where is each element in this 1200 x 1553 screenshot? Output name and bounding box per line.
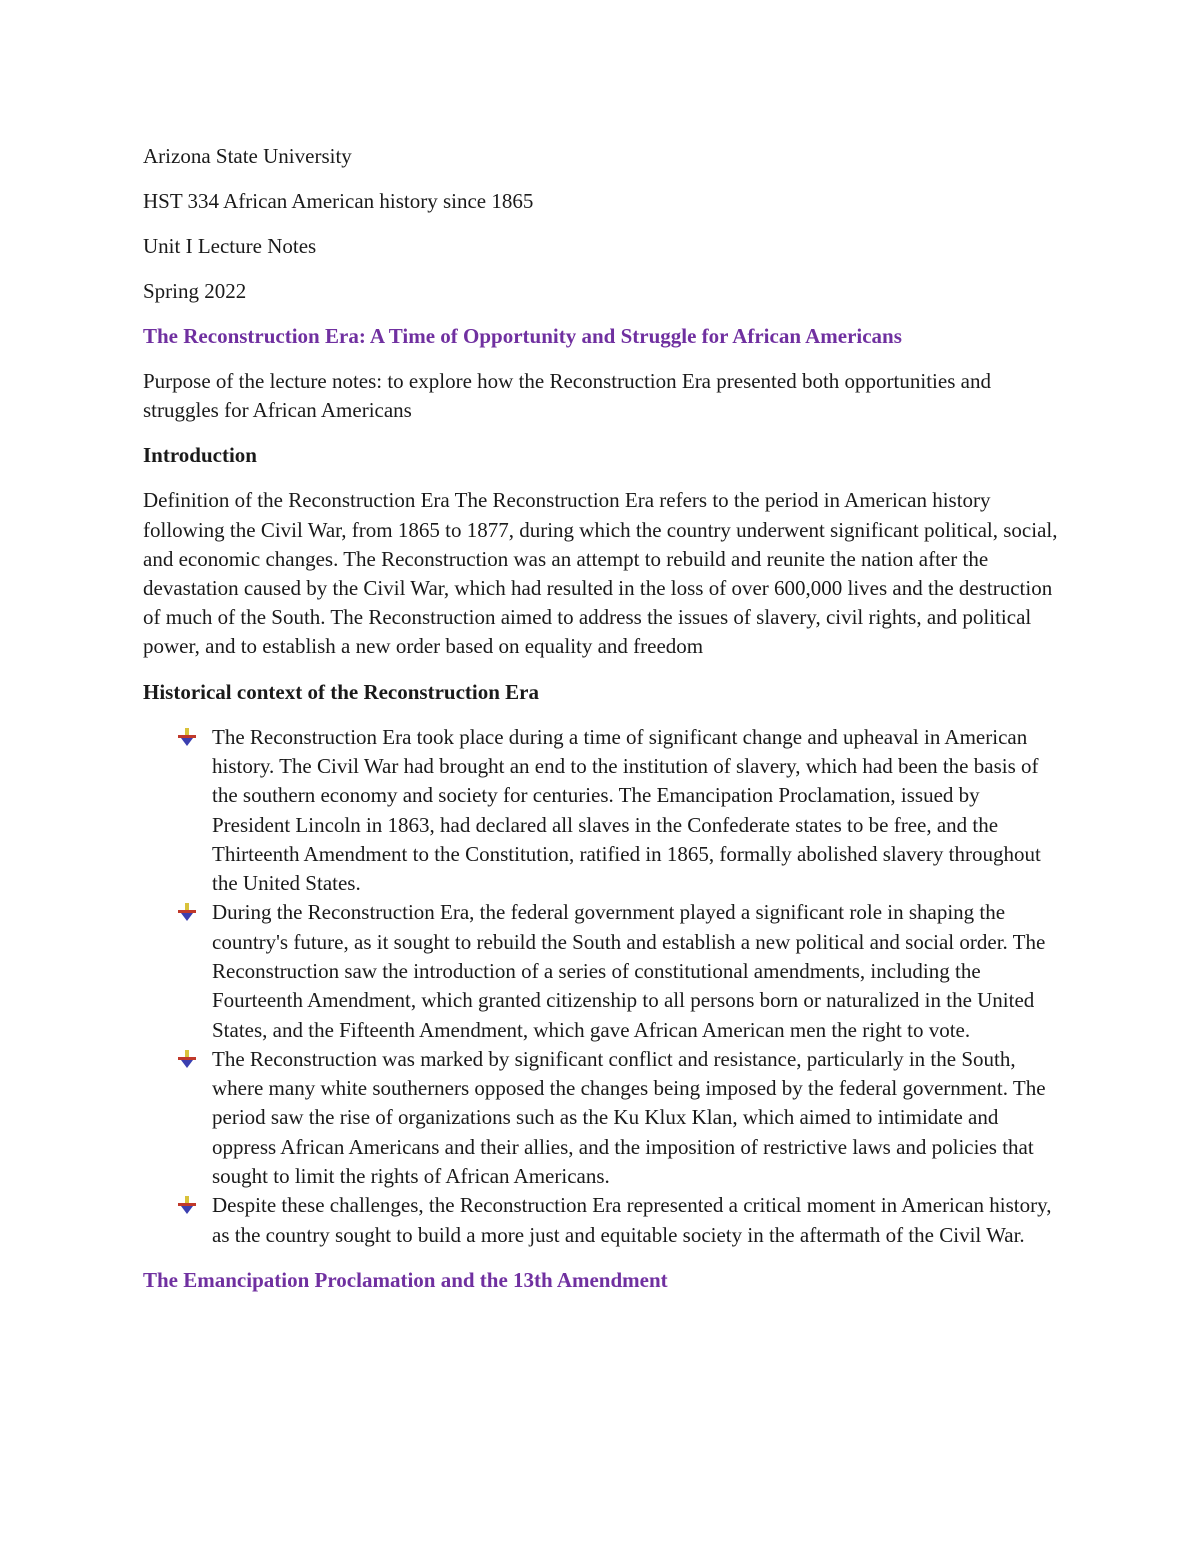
list-item-text: Despite these challenges, the Reconstruction Era represented a critical moment in American history, as the country sought to build a more just and equitable society in the aftermath of the Civil War. (212, 1193, 1052, 1247)
arrow-bullet-icon (176, 1194, 198, 1216)
introduction-paragraph: Definition of the Reconstruction Era The Reconstruction Era refers to the period in American history following the Civil War, from 1865 to 1877, during which the country underwent significant political, social, and economic changes. The Reconstruction was an attempt to rebuild and reunite the nation after the devastation caused by the Civil War, which had resulted in the loss of over 600,000 lives and the destruction of much of the South. The Reconstruction aimed to address the issues of slavery, civil rights, and political power, and to establish a new order based on equality and freedom (143, 488, 1058, 659)
list-item (212, 1191, 1063, 1250)
arrow-bullet-icon (176, 1048, 198, 1070)
list-item (212, 898, 1063, 1044)
document-page (143, 142, 1063, 1311)
list-item (212, 723, 1063, 899)
university-name: Arizona State University (143, 144, 352, 168)
term-label: Spring 2022 (143, 279, 247, 303)
introduction-heading: Introduction (143, 443, 257, 468)
course-title: HST 334 African American history since 1865 (143, 189, 534, 213)
unit-label: Unit I Lecture Notes (143, 234, 317, 258)
section-heading-emancipation: The Emancipation Proclamation and the 13th Amendment (143, 1267, 668, 1292)
historical-context-heading: Historical context of the Reconstruction Era (143, 679, 539, 704)
list-item (212, 1045, 1063, 1191)
list-item-text: During the Reconstruction Era, the federal government played a significant role in shaping the country's future, as it sought to rebuild the South and establish a new political and social order. The Reconstruction saw the introduction of a series of constitutional amendments, including the Fourteenth Amendment, which granted citizenship to all persons born or naturalized in the United States, and the Fifteenth Amendment, which gave African American men the right to vote. (212, 900, 1046, 1042)
document-title: The Reconstruction Era: A Time of Opportunity and Struggle for African Americans (143, 324, 902, 348)
historical-context-list (143, 723, 1063, 1250)
list-item-text: The Reconstruction Era took place during a time of significant change and upheaval in American history. The Civil War had brought an end to the institution of slavery, which had been the basis of the southern economy and society for centuries. The Emancipation Proclamation, issued by President Lincoln in 1863, had declared all slaves in the Confederate states to be free, and the Thirteenth Amendment to the Constitution, ratified in 1865, formally abolished slavery throughout the United States. (212, 724, 1041, 896)
purpose-paragraph: Purpose of the lecture notes: to explore how the Reconstruction Era presented both opportunities and struggles for African Americans (143, 369, 991, 423)
arrow-bullet-icon (176, 901, 198, 923)
list-item-text: The Reconstruction was marked by significant conflict and resistance, particularly in the South, where many white southerners opposed the changes being imposed by the federal government. The period saw the rise of organizations such as the Ku Klux Klan, which aimed to intimidate and oppress African Americans and their allies, and the imposition of restrictive laws and policies that sought to limit the rights of African Americans. (212, 1046, 1046, 1189)
arrow-bullet-icon (176, 726, 198, 748)
